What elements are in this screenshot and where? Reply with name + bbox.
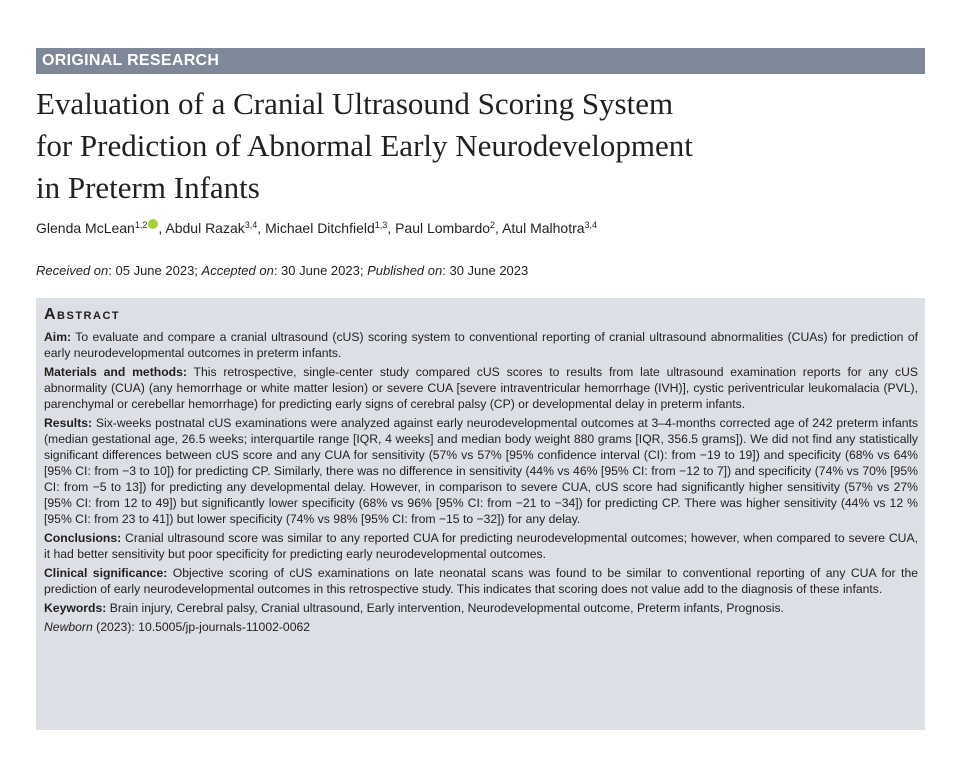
aim-text: To evaluate and compare a cranial ultrasound (cUS) scoring system to conventional reporting of cranial ultrasound abnormalities (CUAs) for prediction of early neurodevelopmental outcomes in preterm infants. [44,330,918,360]
author-affiliation: 3,4 [584,220,598,230]
citation-doi[interactable]: (2023): 10.5005/jp-journals-11002-0062 [92,620,311,634]
abstract-box [36,298,925,730]
methods-text: This retrospective, single-center study compared cUS scores to results from late ultrasound examination reports for any cUS abnormality (CUA) (any hemorrhage or white matter lesion) or severe CUA [severe intraventricular hemorrhage (IVH)], cystic periventricular leukomalacia (PVL), parenchymal or cerebellar hemorrhage) for predicting early signs of cerebral palsy (CP) or developmental delay in preterm infants. [44,365,919,411]
keywords-label: Keywords: [44,601,107,615]
conclusions-label: Conclusions: [44,531,122,545]
abstract-conclusions [44,530,918,562]
published-label: Published on [367,263,443,278]
published-date: : 30 June 2023 [442,263,529,278]
author-affiliation: 3,4 [244,220,258,230]
results-text: Six-weeks postnatal cUS examinations were analyzed against early neurodevelopmental outcomes at 3–4-months corrected age of 242 preterm infants (median gestational age, 26.5 weeks; interquartile range [IQR, 4 weeks] and median body weight 880 grams [IQR, 356.5 grams]). We did not find any statistically significant differences between cUS score and any CUA for sensitivity (57% vs 57% [95% confidence interval (CI): from −19 to 19]) and specificity (68% vs 64% [95% CI: from −3 to 10]) for predicting CP. Similarly, there was no difference in sensitivity (44% vs 46% [95% CI: from −12 to 7]) and specificity (74% vs 70% [95% CI: from −5 to 13]) for predicting any developmental delay. However, in comparison to severe CUA, cUS score had significantly higher sensitivity (57% vs 27% [95% CI: from 12 to 49]) but significantly lower specificity (68% vs 96% [95% CI: from −21 to −34]) for predicting CP. There was higher sensitivity (44% vs 12 % [95% CI: from 23 to 41]) but lower specificity (74% vs 98% [95% CI: from −15 to −32]) for any delay. [44,416,918,526]
abstract-heading: Abstract [44,306,121,323]
author-name[interactable]: Paul Lombardo [395,220,491,236]
keywords-text: Brain injury, Cerebral palsy, Cranial ultrasound, Early intervention, Neurodevelopmental outcome, Preterm infants, Prognosis. [106,601,784,615]
accepted-label: Accepted on [201,263,274,278]
author-affiliation: 1,2 [134,220,148,230]
received-date: : 05 June 2023; [108,263,202,278]
author-name[interactable]: Glenda McLean [36,220,135,236]
citation [44,619,918,635]
accepted-date: : 30 June 2023; [273,263,368,278]
author-list: Glenda McLean$^{1,2}$ , Abdul Razak$^{3,4}$, Michael Ditchfield$^{1,3}$, Paul Lombardo$^2$, Atul Malhotra$^{3,4}$ [36,220,598,236]
title-line-3: in Preterm Infants [36,170,260,205]
author-affiliation: 1,3 [374,220,388,230]
abstract-aim [44,329,918,361]
title-line-1: Evaluation of a Cranial Ultrasound Scoring System [36,86,674,121]
author-name[interactable]: Abdul Razak [165,220,245,236]
abstract-keywords [44,600,918,616]
publication-dates [36,263,528,278]
aim-label: Aim: [44,330,72,344]
author-name[interactable]: Atul Malhotra [502,220,585,236]
received-label: Received on [36,263,109,278]
author-name[interactable]: Michael Ditchfield [265,220,375,236]
abstract-clinical-significance [44,565,918,597]
author-affiliation: 2 [490,220,496,230]
results-label: Results: [44,416,93,430]
methods-label: Materials and methods: [44,365,187,379]
abstract-results [44,415,918,527]
conclusions-text: Cranial ultrasound score was similar to any reported CUA for predicting neurodevelopmental outcomes; however, when compared to severe CUA, it had better sensitivity but poor specificity for predicting early neurodevelopmental outcomes. [44,531,918,561]
orcid-icon[interactable] [148,219,158,229]
title-line-2: for Prediction of Abnormal Early Neurodevelopment [36,128,693,163]
article-type-banner: ORIGINAL RESEARCH [36,48,925,74]
clinical-text: Objective scoring of cUS examinations on late neonatal scans was found to be similar to conventional reporting of any CUA for the prediction of early neurodevelopmental outcomes in this retrospective study. This indicates that scoring does not value add to the diagnosis of these infants. [44,566,919,596]
journal-name: Newborn [44,620,93,634]
abstract-methods [44,364,918,412]
clinical-label: Clinical significance: [44,566,168,580]
article-title [36,83,896,209]
